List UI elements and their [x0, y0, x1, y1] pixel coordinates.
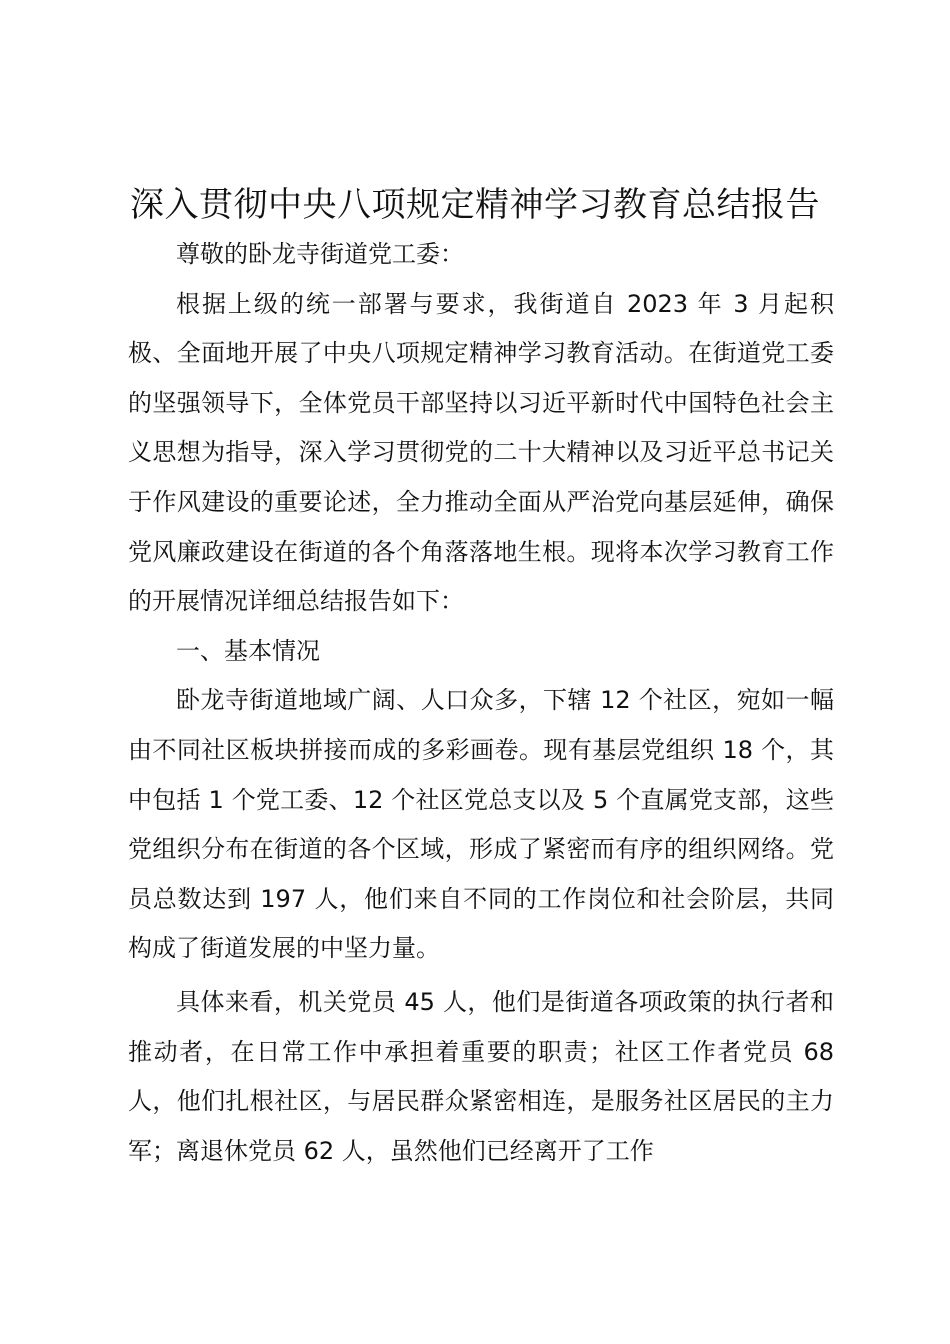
- paragraph-intro: 根据上级的统一部署与要求，我街道自 2023 年 3 月起积极、全面地开展了中央八项规定精神学习教育活动。在街道党工委的坚强领导下，全体党员干部坚持以习近平新时代中国特色社会主义思想为指导，深入学习贯彻党的二十大精神以及习近平总书记关于作风建设的重要论述，全力推动全面从严治党向基层延伸，确保党风廉政建设在街道的各个角落落地生根。现将本次学习教育工作的开展情况详细总结报告如下：: [128, 289, 834, 616]
- paragraph-member-breakdown: 具体来看，机关党员 45 人，他们是街道各项政策的执行者和推动者，在日常工作中承担着重要的职责；社区工作者党员 68 人，他们扎根社区，与居民群众紧密相连，是服务社区居民的主力军；离退休党员 62 人，虽然他们已经离开了工作: [128, 987, 834, 1165]
- salutation: 尊敬的卧龙寺街道党工委：: [176, 240, 464, 268]
- document-body: [128, 230, 834, 1176]
- paragraph-basic-situation: 卧龙寺街道地域广阔、人口众多，下辖 12 个社区，宛如一幅由不同社区板块拼接而成的多彩画卷。现有基层党组织 18 个，其中包括 1 个党工委、12 个社区党总支以及 5 个直属党支部，这些党组织分布在街道的各个区域，形成了紧密而有序的组织网络。党员总数达到 197 人，他们来自不同的工作岗位和社会阶层，共同构成了街道发展的中坚力量。: [128, 686, 834, 963]
- section-heading: 一、基本情况: [176, 636, 320, 665]
- document-title: 深入贯彻中央八项规定精神学习教育总结报告: [130, 185, 820, 225]
